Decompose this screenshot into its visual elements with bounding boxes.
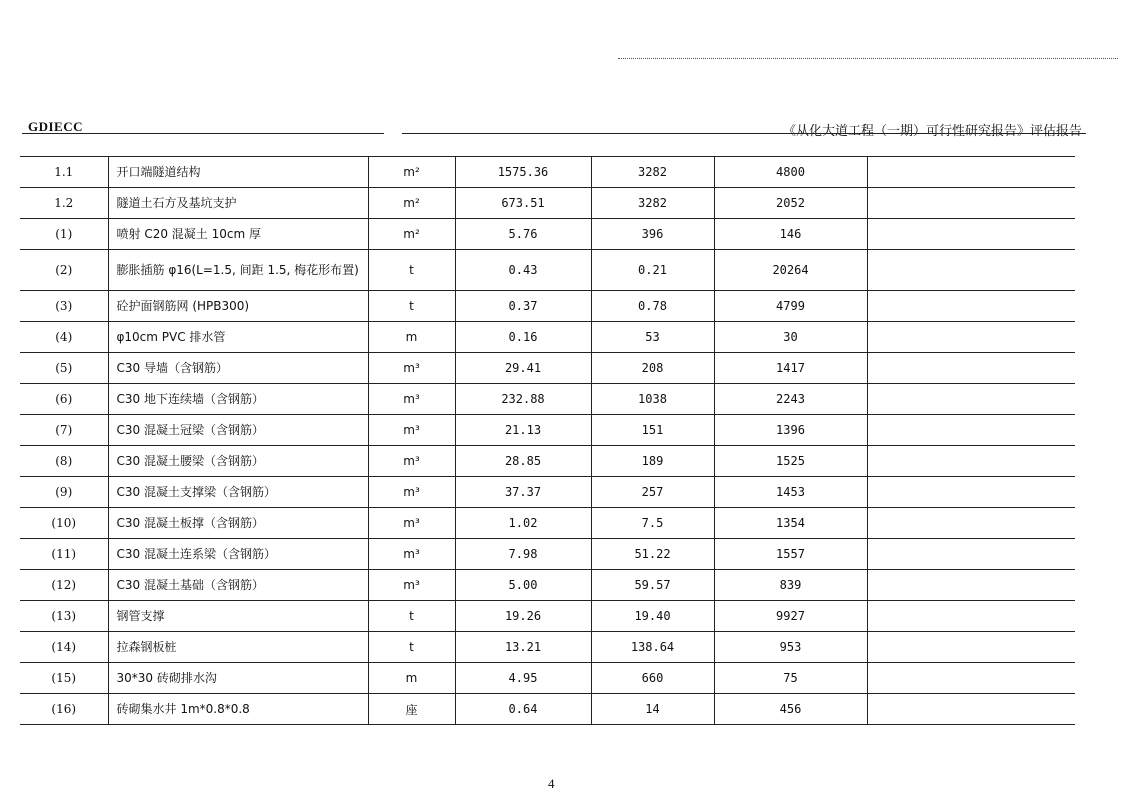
header-rule-left xyxy=(22,133,384,134)
cell-unit: m³ xyxy=(368,446,455,477)
cell-item-name: C30 混凝土冠梁（含钢筋） xyxy=(108,415,368,446)
cell-value-2: 53 xyxy=(591,322,714,353)
cell-row-number: (3) xyxy=(20,291,108,322)
cell-row-number: (1) xyxy=(20,219,108,250)
cell-item-name: C30 混凝土腰梁（含钢筋） xyxy=(108,446,368,477)
cell-value-2: 3282 xyxy=(591,188,714,219)
cell-value-1: 232.88 xyxy=(455,384,591,415)
cell-item-name: 砼护面钢筋网 (HPB300) xyxy=(108,291,368,322)
cell-value-3: 4799 xyxy=(714,291,867,322)
cell-row-number: (10) xyxy=(20,508,108,539)
cell-value-1: 29.41 xyxy=(455,353,591,384)
cell-value-1: 21.13 xyxy=(455,415,591,446)
cell-row-number: (5) xyxy=(20,353,108,384)
cell-item-name: φ10cm PVC 排水管 xyxy=(108,322,368,353)
cell-item-name: 喷射 C20 混凝土 10cm 厚 xyxy=(108,219,368,250)
cell-unit: m³ xyxy=(368,477,455,508)
cell-value-2: 7.5 xyxy=(591,508,714,539)
cell-item-name: 开口端隧道结构 xyxy=(108,157,368,188)
cell-value-3: 9927 xyxy=(714,601,867,632)
table-row xyxy=(20,446,1075,477)
cell-unit: t xyxy=(368,632,455,663)
cell-row-number: (11) xyxy=(20,539,108,570)
cell-row-number: 1.2 xyxy=(20,188,108,219)
top-dotted-rule xyxy=(618,58,1118,59)
cell-value-2: 1038 xyxy=(591,384,714,415)
cell-value-2: 151 xyxy=(591,415,714,446)
cell-value-1: 0.16 xyxy=(455,322,591,353)
cell-value-2: 189 xyxy=(591,446,714,477)
cell-remark xyxy=(867,322,1075,353)
cell-value-1: 19.26 xyxy=(455,601,591,632)
cell-value-2: 0.21 xyxy=(591,250,714,291)
cell-value-3: 20264 xyxy=(714,250,867,291)
cell-value-2: 3282 xyxy=(591,157,714,188)
cell-value-3: 4800 xyxy=(714,157,867,188)
header-org-code: GDIECC xyxy=(28,119,84,134)
cell-item-name: 钢管支撑 xyxy=(108,601,368,632)
cell-unit: m² xyxy=(368,188,455,219)
cell-value-3: 2243 xyxy=(714,384,867,415)
cell-value-1: 0.43 xyxy=(455,250,591,291)
cell-unit: m xyxy=(368,322,455,353)
cell-value-2: 51.22 xyxy=(591,539,714,570)
table-row xyxy=(20,694,1075,725)
cell-unit: m³ xyxy=(368,508,455,539)
cell-row-number: (13) xyxy=(20,601,108,632)
cell-value-3: 1417 xyxy=(714,353,867,384)
cell-item-name: C30 混凝土连系梁（含钢筋） xyxy=(108,539,368,570)
cell-remark xyxy=(867,446,1075,477)
cell-item-name: 砖砌集水井 1m*0.8*0.8 xyxy=(108,694,368,725)
cell-item-name: C30 导墙（含钢筋） xyxy=(108,353,368,384)
cell-unit: m³ xyxy=(368,415,455,446)
table-row xyxy=(20,384,1075,415)
table-row xyxy=(20,601,1075,632)
header-report-title: 《从化大道工程（一期）可行性研究报告》评估报告 xyxy=(782,124,1082,139)
table-row xyxy=(20,632,1075,663)
cell-row-number: (4) xyxy=(20,322,108,353)
cell-unit: t xyxy=(368,250,455,291)
cell-value-2: 59.57 xyxy=(591,570,714,601)
cell-value-3: 2052 xyxy=(714,188,867,219)
cell-value-1: 13.21 xyxy=(455,632,591,663)
table-row xyxy=(20,539,1075,570)
cell-item-name: C30 混凝土基础（含钢筋） xyxy=(108,570,368,601)
cell-remark xyxy=(867,219,1075,250)
cell-value-2: 19.40 xyxy=(591,601,714,632)
cell-unit: m² xyxy=(368,219,455,250)
cost-estimate-table xyxy=(20,156,1075,725)
cell-unit: m³ xyxy=(368,570,455,601)
table-row xyxy=(20,250,1075,291)
cell-value-1: 7.98 xyxy=(455,539,591,570)
cell-unit: m³ xyxy=(368,353,455,384)
cell-value-2: 660 xyxy=(591,663,714,694)
cell-remark xyxy=(867,415,1075,446)
table-row xyxy=(20,415,1075,446)
cell-value-3: 1396 xyxy=(714,415,867,446)
cell-value-2: 396 xyxy=(591,219,714,250)
table-row xyxy=(20,663,1075,694)
cell-unit: m³ xyxy=(368,539,455,570)
cell-value-1: 0.37 xyxy=(455,291,591,322)
cell-row-number: (16) xyxy=(20,694,108,725)
cell-value-1: 28.85 xyxy=(455,446,591,477)
cell-value-3: 75 xyxy=(714,663,867,694)
table-row xyxy=(20,188,1075,219)
cell-unit: 座 xyxy=(368,694,455,725)
cell-remark xyxy=(867,157,1075,188)
cell-remark xyxy=(867,694,1075,725)
table-row xyxy=(20,477,1075,508)
cell-remark xyxy=(867,539,1075,570)
cell-remark xyxy=(867,477,1075,508)
cell-remark xyxy=(867,508,1075,539)
cell-row-number: (6) xyxy=(20,384,108,415)
cell-value-3: 146 xyxy=(714,219,867,250)
cell-remark xyxy=(867,663,1075,694)
cell-remark xyxy=(867,570,1075,601)
table-body xyxy=(20,157,1075,725)
cell-value-2: 0.78 xyxy=(591,291,714,322)
cell-unit: m² xyxy=(368,157,455,188)
cell-item-name: 膨胀插筋 φ16(L=1.5, 间距 1.5, 梅花形布置) xyxy=(108,250,368,291)
cell-value-3: 1557 xyxy=(714,539,867,570)
cell-item-name: 隧道土石方及基坑支护 xyxy=(108,188,368,219)
cell-remark xyxy=(867,291,1075,322)
cell-item-name: 拉森钢板桩 xyxy=(108,632,368,663)
cell-unit: m³ xyxy=(368,384,455,415)
table-row xyxy=(20,508,1075,539)
cell-value-1: 1.02 xyxy=(455,508,591,539)
table-row xyxy=(20,291,1075,322)
cell-unit: t xyxy=(368,291,455,322)
cell-remark xyxy=(867,353,1075,384)
cell-value-3: 1354 xyxy=(714,508,867,539)
table-row xyxy=(20,570,1075,601)
cell-remark xyxy=(867,384,1075,415)
cell-remark xyxy=(867,632,1075,663)
table-row xyxy=(20,219,1075,250)
cell-remark xyxy=(867,601,1075,632)
header-rule-right xyxy=(402,133,1086,134)
cell-value-3: 1453 xyxy=(714,477,867,508)
cell-item-name: C30 地下连续墙（含钢筋） xyxy=(108,384,368,415)
cell-value-3: 456 xyxy=(714,694,867,725)
cell-item-name: C30 混凝土板撑（含钢筋） xyxy=(108,508,368,539)
cell-unit: t xyxy=(368,601,455,632)
table-row xyxy=(20,353,1075,384)
cell-value-1: 5.00 xyxy=(455,570,591,601)
cell-value-2: 257 xyxy=(591,477,714,508)
cell-value-1: 1575.36 xyxy=(455,157,591,188)
cell-row-number: 1.1 xyxy=(20,157,108,188)
cell-value-3: 839 xyxy=(714,570,867,601)
cell-row-number: (14) xyxy=(20,632,108,663)
cell-row-number: (7) xyxy=(20,415,108,446)
cell-remark xyxy=(867,250,1075,291)
cell-row-number: (15) xyxy=(20,663,108,694)
page-number: 4 xyxy=(548,776,555,791)
cell-item-name: 30*30 砖砌排水沟 xyxy=(108,663,368,694)
table-row xyxy=(20,157,1075,188)
cell-row-number: (2) xyxy=(20,250,108,291)
cell-row-number: (9) xyxy=(20,477,108,508)
cell-item-name: C30 混凝土支撑梁（含钢筋） xyxy=(108,477,368,508)
table-row xyxy=(20,322,1075,353)
cell-value-3: 1525 xyxy=(714,446,867,477)
cell-value-1: 673.51 xyxy=(455,188,591,219)
cell-row-number: (12) xyxy=(20,570,108,601)
cell-value-1: 0.64 xyxy=(455,694,591,725)
cell-value-1: 4.95 xyxy=(455,663,591,694)
cell-value-2: 14 xyxy=(591,694,714,725)
cell-value-2: 208 xyxy=(591,353,714,384)
cell-value-3: 953 xyxy=(714,632,867,663)
cell-value-1: 37.37 xyxy=(455,477,591,508)
cell-remark xyxy=(867,188,1075,219)
cell-value-3: 30 xyxy=(714,322,867,353)
cell-value-1: 5.76 xyxy=(455,219,591,250)
cell-row-number: (8) xyxy=(20,446,108,477)
cell-value-2: 138.64 xyxy=(591,632,714,663)
cell-unit: m xyxy=(368,663,455,694)
